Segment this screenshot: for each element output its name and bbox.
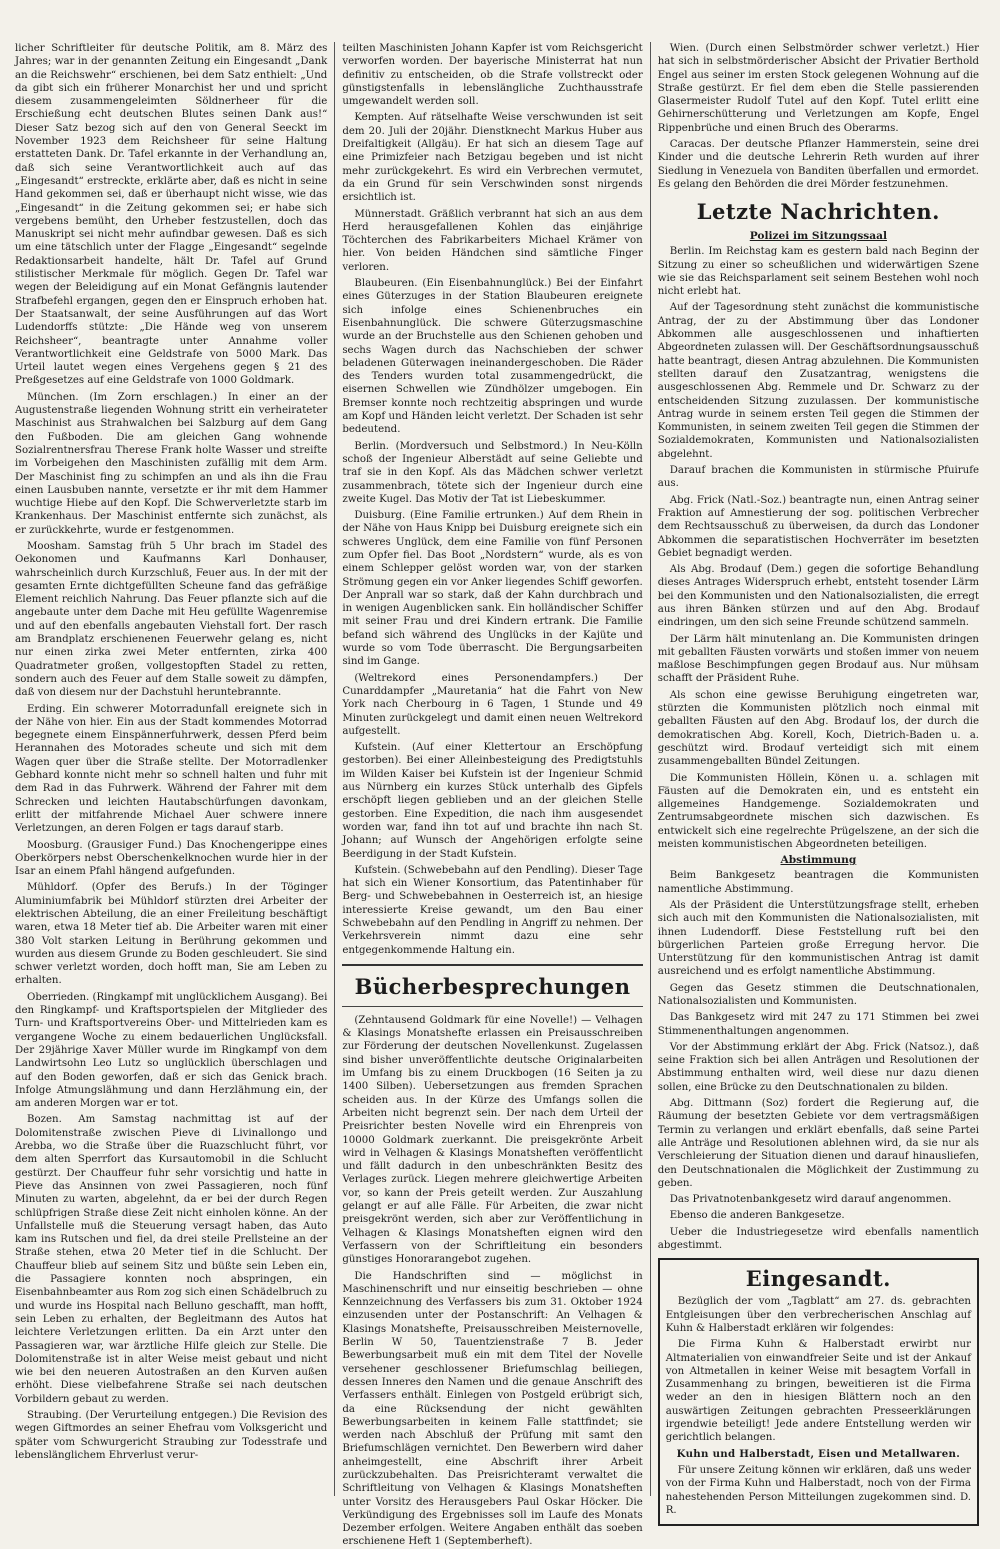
section-divider xyxy=(342,964,642,966)
article-paragraph: Das Privatnotenbankgesetz wird darauf angenommen. xyxy=(669,1194,952,1206)
article-paragraph: Oberrieden. (Ringkampf mit unglücklichem Ausgang). Bei den Ringkampf- und Kraftsportspielen der Mitglieder des Turn- und Kraftsportvereins Ober- und Mittelrieden kam es vergangene Woche zu einem bedauerlichen Unglücksfall. Der 29jährige Xaver Müller wurde im Ringkampf von dem Landwirtsohn Leo Lutz so unglücklich überschlagen und auf den Boden geworfen, daß er sich das Genick brach. Infolge Atmungslähmung und dann Herzlähmung ein, der am anderen Morgen war er tot. xyxy=(15,991,328,1110)
article-paragraph: Bozen. Am Samstag nachmittag ist auf der Dolomitenstraße zwischen Pieve di Livinallongo und Arebba, wo die Straße über die Ruazschlucht führt, vor dem alten Sperrfort das Kursautomobil in die Schlucht gestürzt. Der Chauffeur fuhr sehr vorsichtig und hatte in Pieve das Ansinnen von zwei Passagieren, noch fünf Minuten zu warten, abgelehnt, da er bei der durch Regen schlüpfrigen Straße diese Zeit nicht einholen könne. An der Unfallstelle muß die Steuerung versagt haben, das Auto kam ins Rutschen und fiel, da drei steile Prellsteine an der Straße stehen, etwa 20 Meter tief in die Schlucht. Der Chauffeur blieb auf seinem Sitz und büßte sein Leben ein, die Passagiere konnten noch abspringen, ein Eisenbahnbeamter aus Rom zog sich einen Schädelbruch zu und wurde ins Hospital nach Belluno geschafft, man hofft, sein Leben zu erhalten, der Begleitmann des Autos hat leichtere Verletzungen erlitten. Da ein Arzt unter den Passagieren war, war ärztliche Hilfe gleich zur Stelle. Die Dolomitenstraße ist in alter Weise meist gebaut und nicht wie bei den neueren Autostraßen an den Kurven außen erhöht. Diese vielbefahrene Straße sei nach deutschen Vorbildern gebaut zu werden. xyxy=(15,1114,328,1405)
column-1 xyxy=(8,42,335,1496)
article-paragraph: München. (Im Zorn erschlagen.) In einer an der Augustenstraße liegenden Wohnung stritt ein verheirateter Maschinist aus Strahwalchen bei Salzburg auf dem Gang den Fußboden. Die am gleichen Gang wohnende Sozialrentnersfrau Therese Frank holte Wasser und streifte im Vorbeigehen den Maschinisten zufällig mit dem Arm. Der Maschinist fing zu schimpfen an und als ihn die Frau einen Lausbuben nannte, versetzte er ihr mit dem Hammer wuchtige Hiebe auf den Kopf. Die Schwerverletzte starb im Krankenhaus. Der Maschinist entfernte sich zunächst, als er zurückkehrte, wurde er festgenommen. xyxy=(15,391,328,536)
article-paragraph: Berlin. Im Reichstag kam es gestern bald nach Beginn der Sitzung zu einer so scheußlichen und widerwärtigen Szene wie sie das Reichsparlament seit seinem Bestehen wohl noch nicht erlebt hat. xyxy=(657,246,979,298)
notice-box-eingesandt xyxy=(658,1258,979,1526)
article-paragraph: Beim Bankgesetz beantragen die Kommunisten namentliche Abstimmung. xyxy=(657,870,979,895)
article-paragraph: Das Bankgesetz wird mit 247 zu 171 Stimmen bei zwei Stimmenenthaltungen angenommen. xyxy=(657,1012,979,1037)
article-paragraph: Die Kommunisten Höllein, Könen u. a. schlagen mit Fäusten auf die Demokraten ein, und es entsteht ein allgemeines Handgemenge. Sozialdemokraten und Zentrumsabgeordnete mischen sich dazwischen. Es entwickelt sich eine regelrechte Prügelszene, an der sich die meisten kommunistischen Abgeordneten beteiligen. xyxy=(657,772,979,851)
column-2 xyxy=(335,42,650,1548)
article-paragraph: Der Lärm hält minutenlang an. Die Kommunisten dringen mit geballten Fäusten vorwärts und stoßen immer von neuem maßlose Beschimpfungen gegen Brodauf aus. Nur mühsam schafft der Präsident Ruhe. xyxy=(657,633,979,685)
article-paragraph: Caracas. Der deutsche Pflanzer Hammerstein, seine drei Kinder und die deutsche Lehrerin Reth wurden auf ihrer Siedlung in Venezuela von Banditen überfallen und ermordet. Es gelang den Behörden die drei Mörder festzunehmen. xyxy=(657,139,979,190)
columns xyxy=(8,42,986,1548)
article-paragraph: Ebenso die anderen Bankgesetze. xyxy=(669,1210,845,1222)
article-paragraph: teilten Maschinisten Johann Kapfer ist vom Reichsgericht verworfen worden. Der bayerische Ministerrat hat nun definitiv zu entscheiden, ob die Strafe vollstreckt oder günstigstenfalls in lebenslängliche Zuchthausstrafe umgewandelt werden soll. xyxy=(342,43,643,108)
article-paragraph: Abg. Frick (Natl.-Soz.) beantragte nun, einen Antrag seiner Fraktion auf Amnestierung der sog. politischen Verbrecher dem Rechtsausschuß zu überweisen, da durch das Londoner Abkommen die separatistischen Hochverräter im besetzten Gebiet begnadigt werden. xyxy=(657,494,979,559)
article-paragraph: Als Abg. Brodauf (Dem.) gegen die sofortige Behandlung dieses Antrages Widerspruch erhebt, entsteht tosender Lärm bei den Kommunisten und den Nationalsozialisten, die erregt aus ihren Bänken stürzen und auf den Abg. Brodauf eindringen, um den sich seine Freunde schützend sammeln. xyxy=(657,564,979,629)
article-paragraph: Für unsere Zeitung können wir erklären, daß uns weder von der Firma Kuhn und Halberstadt, noch von der Firma nahestehenden Person Mitteilungen zugekommen sind. D. R. xyxy=(665,1464,971,1516)
article-paragraph: Moosburg. (Grausiger Fund.) Das Knochengerippe eines Oberkörpers nebst Oberschenkelknochen wurde hier in der Isar an einem Pfahl hängend aufgefunden. xyxy=(15,839,328,878)
article-paragraph: Die Firma Kuhn & Halberstadt erwirbt nur Altmaterialien von einwandfreier Seite und ist der Ankauf von Altmetallen in keiner Weise mit besagtem Vorfall in Zusammenhang zu bringen, beweitieren ist die Firma weder an den in hiesigen Blättern noch an den auswärtigen Zeitungen gebrachten Presseerklärungen irgendwie beteiligt! Jede andere Entstellung werden wir gerichtlich belangen. xyxy=(665,1339,971,1444)
article-paragraph: Gegen das Gesetz stimmen die Deutschnationalen, Nationalsozialisten und Kommunisten. xyxy=(657,982,979,1007)
article-paragraph: Auf der Tagesordnung steht zunächst die kommunistische Antrag, der zu der Abstimmung über das Londoner Abkommen alle ausgeschlossenen und inhaftierten Abgeordneten zulassen will. Der Geschäftsordnungsausschuß hatte beantragt, diesen Antrag abzulehnen. Die Kommunisten stellten darauf den Zusatzantrag, wenigstens die ausgeschlossenen Abg. Remmele und Dr. Schwarz zu der entscheidenden Sitzung zuzulassen. Der kommunistische Antrag wurde in seinem ersten Teil gegen die Stimmen der Kommunisten, in seinem zweiten Teil gegen die Stimmen der Sozialdemokraten, Kommunisten und Nationalsozialisten abgelehnt. xyxy=(657,302,979,460)
section-divider xyxy=(342,1006,642,1007)
article-paragraph: Die Handschriften sind — möglichst in Maschinenschrift und nur einseitig beschrieben — ohne Kennzeichnung des Verfassers bis zum 31. Oktober 1924 einzusenden unter der Postanschrift: An Velhagen & Klasings Monatshefte, Preisausschreiben Meisternovelle, Berlin W 50, Tauentzienstraße 7 B. Jeder Bewerbungsarbeit muß ein mit dem Titel der Novelle versehener geschlossener Briefumschlag beiliegen, dessen Inneres den Namen und die genaue Anschrift des Verfassers enthält. Einlegen von Postgeld erübrigt sich, da eine Rücksendung der nicht gewählten Bewerbungsarbeiten in keinem Falle stattfindet; sie werden nach Abschluß der Prüfung mit samt den Briefumschlägen vernichtet. Den Bewerbern wird daher anheimgestellt, eine Abschrift ihrer Arbeit zurückzubehalten. Das Preisrichteramt verwaltet die Schriftleitung von Velhagen & Klasings Monatsheften unter Vorsitz des Herausgebers Paul Oskar Höcker. Die Verkündigung des Ergebnisses soll im Laufe des Monats Dezember erfolgen. Weitere Angaben enthält das soeben erschienene Heft 1 (Septemberheft). xyxy=(342,1270,643,1548)
subheading: Abstimmung xyxy=(780,854,857,867)
section-heading-book-reviews: Bücherbesprechungen xyxy=(354,973,631,999)
article-paragraph: Als der Präsident die Unterstützungsfrage stellt, erheben sich auch mit den Kommunisten die Nationalsozialisten, mit ihnen Ludendorff. Diese Feststellung ruft bei den bürgerlichen Parteien große Erregung hervor. Die Unterstützung für den kommunistischen Antrag ist damit ausreichend und es erfolgt namentliche Abstimmung. xyxy=(657,899,979,978)
article-paragraph: licher Schriftleiter für deutsche Politik, am 8. März des Jahres; war in der genannten Zeitung ein Eingesandt „Dank an die Reichswehr“ erschienen, bei dem Satz enthielt: „Und da gibt sich ein früherer Monarchist her und und spricht diesem zusammengeleimten Söldnerheer für die Erschießung echt deutschen Blutes seinen Dank aus!“ Dieser Satz bezog sich auf den von General Seeckt im November 1923 dem Reichsheer für seine Haltung erstatteten Dank. Dr. Tafel erkannte in der Verhandlung an, daß sich seine Verantwortlichkeit auch auf das „Eingesandt“ erstreckte, erklärte aber, daß es nicht in seine Hand gekommen sei, daß er überhaupt nicht wisse, wie das „Eingesandt“ in die Zeitung gekommen sei; er habe sich vergebens bemüht, den Urheber festzustellen, doch das Manuskript sei nicht mehr aufindbar gewesen. Daß es sich um eine tätschlich unter der Flagge „Eingesandt“ segelnde Redaktionsarbeit handelte, hält Dr. Tafel auf Grund stilistischer Merkmale für möglich. Gegen Dr. Tafel war wegen der Beleidigung auf ein Monat Gefängnis lautender Strafbefehl ergangen, gegen den er Einspruch erhoben hat. Der Staatsanwalt, der seine Ausführungen auf das Wort Ludendorffs stützte: „Die Hände weg von unserem Reichsheer“, beantragte unter Annahme voller Verantwortlichkeit eine Geldstrafe von 5000 Mark. Das Urteil lautet wegen eines Vergehens gegen § 21 des Preßgesetzes auf eine Geldstrafe von 1000 Goldmark. xyxy=(15,43,328,387)
article-paragraph: Erding. Ein schwerer Motorradunfall ereignete sich in der Nähe von hier. Ein aus der Stadt kommendes Motorrad begegnete einem Einspännerfuhrwerk, dessen Pferd beim Herannahen des Motorades scheute und sich mit dem Wagen quer über die Straße stellte. Der Motorradlenker Gebhard konnte nicht mehr so schnell halten und fuhr mit dem Rad in das Fuhrwerk. Während der Fahrer mit dem Schrecken und leichten Hautabschürfungen davonkam, erlitt der mitfahrende Michael Auer schwere innere Verletzungen, an deren Folgen er tags darauf starb. xyxy=(15,703,328,835)
section-heading-latest-news: Letzte Nachrichten. xyxy=(696,199,940,225)
article-paragraph: Als schon eine gewisse Beruhigung eingetreten war, stürzten die Kommunisten plötzlich noch einmal mit geballten Fäusten auf den Abg. Brodauf los, der durch die demokratischen Abg. Korell, Koch, Dietrich-Baden u. a. geschützt wird. Brodauf verteidigt sich mit einem zusammengeballten Bündel Zeitungen. xyxy=(657,689,979,768)
article-paragraph: Kempten. Auf rätselhafte Weise verschwunden ist seit dem 20. Juli der 20jähr. Dienstknecht Markus Huber aus Dreifaltigkeit (Allgäu). Er hat sich an diesem Tage auf eine Primizfeier nach Betzigau begeben und ist nicht mehr zurückgekehrt. Es wird ein Verbrechen vermutet, da ein Grund für sein Verschwinden sonst nirgends ersichtlich ist. xyxy=(342,112,643,204)
article-paragraph: Kufstein. (Auf einer Klettertour an Erschöpfung gestorben). Bei einer Alleinbesteigung des Predigtstuhls im Wilden Kaiser bei Kufstein ist der Ingenieur Schmid aus Nürnberg ein kurzes Stück unterhalb des Gipfels erschöpft liegen geblieben und an der gleichen Stelle gestorben. Eine Expedition, die nach ihm ausgesendet worden war, fand ihn tot auf und brachte ihn nach St. Johann; auf Wunsch der Angehörigen erfolgte seine Beerdigung in der Stadt Kufstein. xyxy=(342,742,643,860)
signature-line: Kuhn und Halberstadt, Eisen und Metallwaren. xyxy=(676,1447,961,1460)
article-paragraph: Ueber die Industriegesetze wird ebenfalls namentlich abgestimmt. xyxy=(657,1226,979,1252)
article-paragraph: Berlin. (Mordversuch und Selbstmord.) In Neu-Kölln schoß der Ingenieur Alberstädt auf seine Geliebte und traf sie in den Kopf. Als das Mädchen schwer verletzt zusammenbrach, tötete sich der Ingenieur durch eine zweite Kugel. Das Motiv der Tat ist Liebeskummer. xyxy=(342,440,643,505)
article-paragraph: Darauf brachen die Kommunisten in stürmische Pfuirufe aus. xyxy=(657,465,979,490)
article-paragraph: Moosham. Samstag früh 5 Uhr brach im Stadel des Oekonomen und Kaufmanns Karl Donhauser, wahrscheinlich durch Kurzschluß, Feuer aus. In der mit der gesamten Ernte dichtgefüllten Scheune fand das gefräßige Element reichlich Nahrung. Das Feuer pflanzte sich auf die angebaute unter dem Dache mit Heu gefüllte Wagenremise und auf den ebenfalls angebauten Viehstall fort. Der rasch am Brandplatz erschienenen Feuerwehr gelang es, nicht nur einen zirka zwei Meter entfernten, zirka 400 Quadratmeter großen, vollgestopften Stadel zu retten, sondern auch des Feuer auf dem Stalle soweit zu dämpfen, daß von diesem nur der Dachstuhl heruntebrannte. xyxy=(15,540,328,699)
article-paragraph: Mühldorf. (Opfer des Berufs.) In der Töginger Aluminiumfabrik bei Mühldorf stürzten drei Arbeiter der elektrischen Abteilung, die an einer Freileitung beschäftigt waren, etwa 18 Meter tief ab. Die Arbeiter waren mit einer 380 Volt starken Leitung in Berührung gekommen und wurden aus diesem Grunde zu Boden geschleudert. Sie sind schwer verletzt worden, doch hofft man, Sie am Leben zu erhalten. xyxy=(15,882,328,987)
article-paragraph: Bezüglich der vom „Tagblatt“ am 27. ds. gebrachten Entgleisungen über den verbrecherischen Anschlag auf Kuhn & Halberstadt erklären wir folgendes: xyxy=(665,1296,971,1334)
column-3 xyxy=(651,42,986,1516)
article-paragraph: Wien. (Durch einen Selbstmörder schwer verletzt.) Hier hat sich in selbstmörderischer Absicht der Privatier Berthold Engel aus seiner im ersten Stock gelegenen Wohnung auf die Straße gestürzt. Er fiel dem eben die Stelle passierenden Glasermeister Rudolf Tutel auf den Kopf. Tutel erlitt eine Gehirnerschütterung und Verletzungen am Kopfe, Engel Rippenbrüche und einen Bruch des Oberarms. xyxy=(657,43,979,134)
article-paragraph: Vor der Abstimmung erklärt der Abg. Frick (Natsoz.), daß seine Fraktion sich bei allen Anträgen und Resolutionen der Abstimmung enthalten wird, weil diese nur dazu dienen sollen, eine Brücke zu den Deutschnationalen zu bilden. xyxy=(657,1041,979,1093)
subheading: Polizei im Sitzungssaal xyxy=(749,230,887,243)
article-paragraph: Abg. Dittmann (Soz) fordert die Regierung auf, die Räumung der besetzten Gebiete vor dem vertragsmäßigen Termin zu verlangen und erklärt ebenfalls, daß seine Partei alle Anträge und Resolutionen ablehnen wird, da sie nur als Verschleierung der Situation dienen und darauf hinausliefen, den Deutschnationalen die Möglichkeit der Zustimmung zu geben. xyxy=(657,1098,979,1189)
section-heading-eingesandt: Eingesandt. xyxy=(745,1266,891,1292)
article-paragraph: (Weltrekord eines Personendampfers.) Der Cunarddampfer „Mauretania“ hat die Fahrt von New York nach Cherbourg in 6 Tagen, 1 Stunde und 49 Minuten zurückgelegt und damit einen neuen Weltrekord aufgestellt. xyxy=(342,672,643,737)
article-paragraph: Münnerstadt. Gräßlich verbrannt hat sich an aus dem Herd herausgefallenen Kohlen das einjährige Töchterchen des Fabrikarbeiters Michael Krämer von hier. Von beiden Händchen sind sämtliche Finger verloren. xyxy=(342,208,643,273)
article-paragraph: Kufstein. (Schwebebahn auf den Pendling). Dieser Tage hat sich ein Wiener Konsortium, das Patentinhaber für Berg- und Schwebebahnen in Oesterreich ist, an hiesige interessierte Kreise gewandt, um den Bau einer Schwebebahn auf den Pendling in Angriff zu nehmen. Der Verkehrsverein nimmt dazu eine sehr entgegenkommende Haltung ein. xyxy=(342,864,643,956)
article-paragraph: Blaubeuren. (Ein Eisenbahnunglück.) Bei der Einfahrt eines Güterzuges in der Station Blaubeuren ereignete sich infolge eines Schienenbruches ein Eisenbahnunglück. Die schwere Güterzugsmaschine wurde an der Bruchstelle aus den Schienen gehoben und sechs Wagen durch das Nachschieben der schwer beladenen Güterwagen ineinandergeschoben. Die Räder des Tenders wurden total zusammengedrückt, die eisernen Schwellen wie Zündhölzer umgebogen. Ein Bremser konnte noch rechtzeitig abspringen und wurde am Kopf und Händen leicht verletzt. Der Schaden ist sehr bedeutend. xyxy=(342,278,643,436)
article-paragraph: Duisburg. (Eine Familie ertrunken.) Auf dem Rhein in der Nähe von Haus Knipp bei Duisburg ereignete sich ein schweres Unglück, dem eine Familie von fünf Personen zum Opfer fiel. Das Boot „Nordstern“ wurde, als es von einem Schlepper gelöst worden war, von der starken Strömung gegen ein vor Anker liegendes Schiff geworfen. Der Anprall war so stark, daß der Kahn durchbrach und in wenigen Augenblicken sank. Ein holländischer Schiffer mit seiner Frau und drei Kindern ertrank. Die Familie befand sich während des Unglücks in der Kajüte und wurde so vom Tode überrascht. Die Bergungsarbeiten sind im Gange. xyxy=(342,510,643,668)
article-paragraph: Straubing. (Der Verurteilung entgegen.) Die Revision des wegen Giftmordes an seiner Ehefrau vom Volksgericht und später vom Schwurgericht Straubing zur Todesstrafe und lebenslänglichem Ehrverlust verur- xyxy=(15,1409,328,1461)
article-paragraph: (Zehntausend Goldmark für eine Novelle!) — Velhagen & Klasings Monatshefte erlassen ein Preisausschreiben zur Förderung der deutschen Novellenkunst. Zugelassen sind bisher unveröffentlichte deutsche Originalarbeiten im Umfang bis zu einem Druckbogen (16 Seiten ja zu 1400 Silben). Uebersetzungen aus fremden Sprachen scheiden aus. In der Kürze des Umfangs sollen die Arbeiten nicht begrenzt sein. Der nach dem Urteil der Preisrichter besten Novelle wird ein Ehrenpreis von 10000 Goldmark zuerkannt. Die preisgekrönte Arbeit wird in Velhagen & Klasings Monatsheften veröffentlicht und fällt dadurch in den unbeschränkten Besitz des Verlages zurück. Liegen mehrere gleichwertige Arbeiten vor, so kann der Preis geteilt werden. Zur Auszahlung gelangt er auf alle Fälle. Für Arbeiten, die zwar nicht preisgekrönt werden, sich aber zur Veröffentlichung in Velhagen & Klasings Monatsheften eignen wird den Verfassern von der Schriftleitung ein besonders günstiges Honorarangebot zugehen. xyxy=(342,1014,643,1266)
